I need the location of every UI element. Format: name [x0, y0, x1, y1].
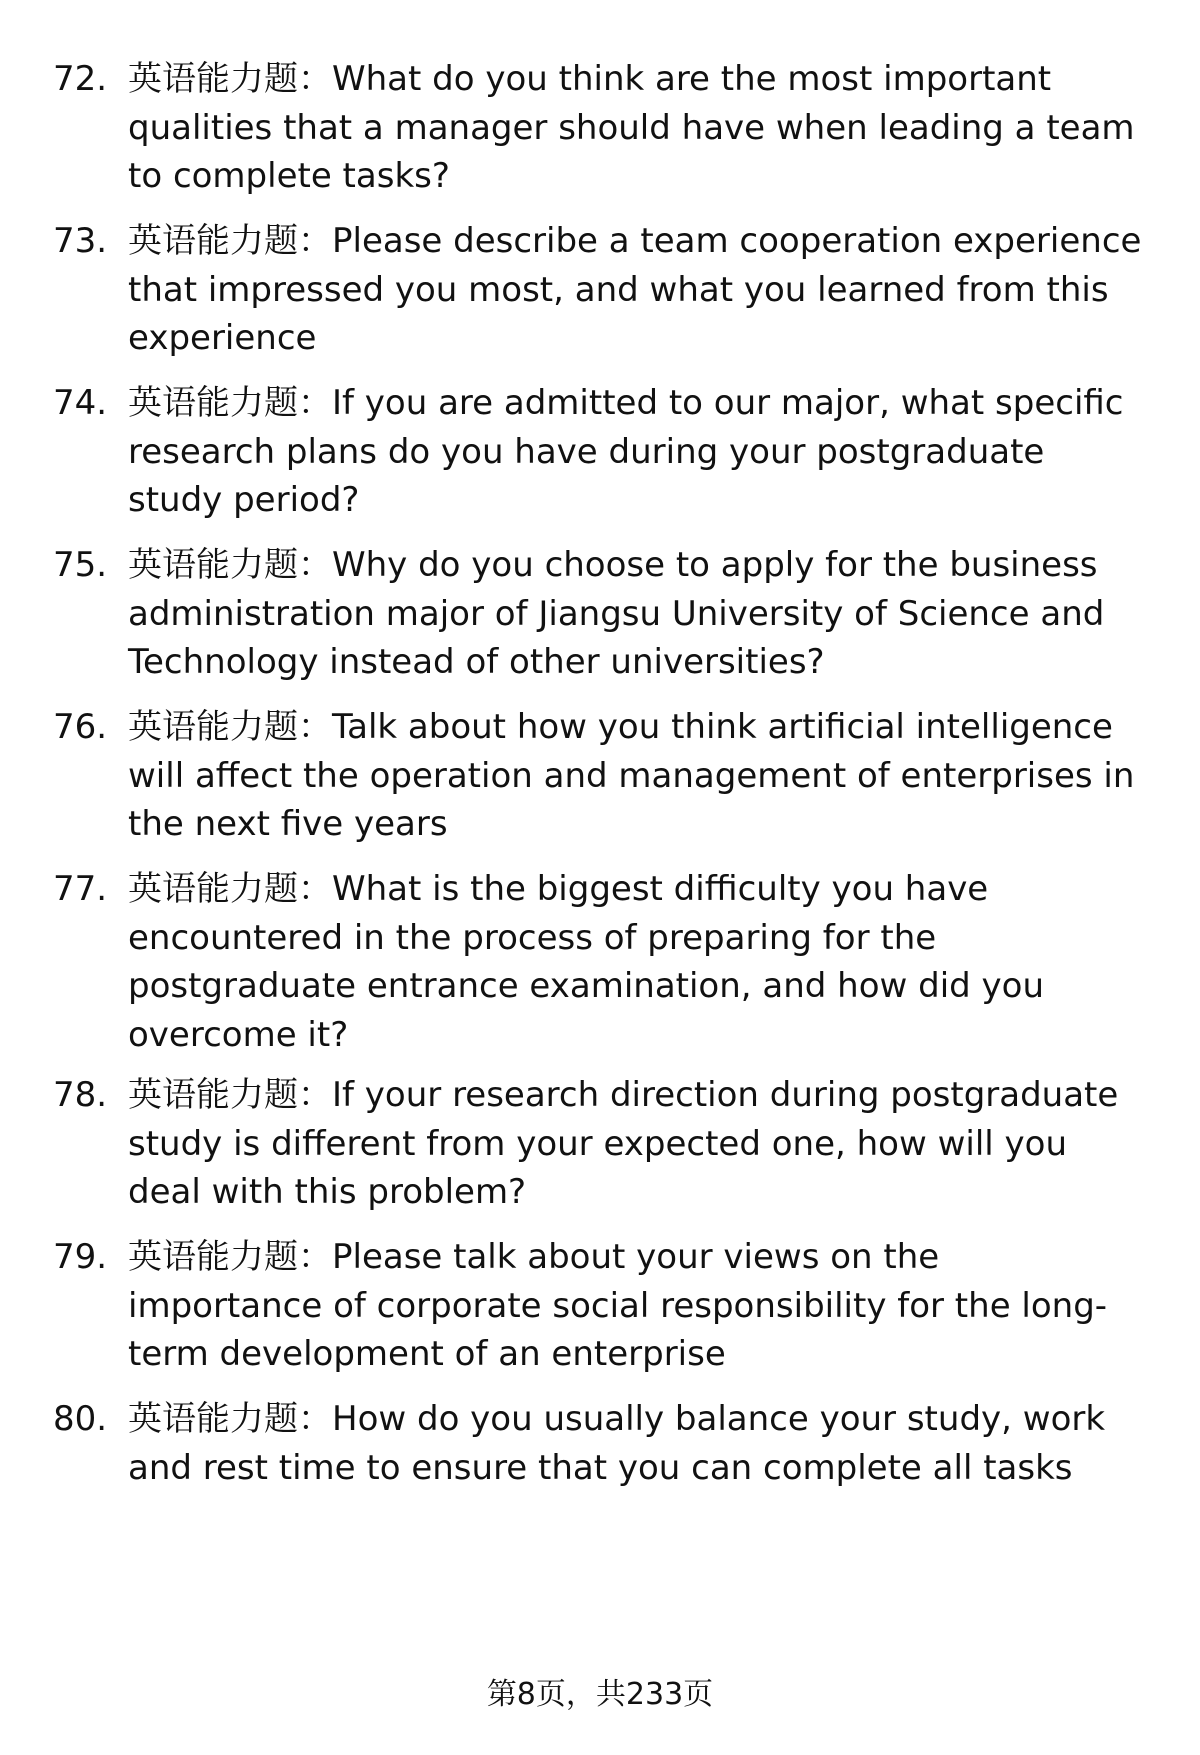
question-category-label: 英语能力题：: [128, 869, 332, 909]
question-category-label: 英语能力题：: [128, 1237, 332, 1277]
question-line-text: What is the biggest difficulty you have: [332, 869, 989, 909]
question-number: 75.: [53, 545, 108, 585]
question-line: importance of corporate social responsibility for the long-: [128, 1285, 1108, 1326]
question-text: [128, 541, 1168, 687]
question-text: [128, 1233, 1168, 1379]
question-number: 78.: [53, 1075, 108, 1115]
page-number-footer: 第8页，共233页: [486, 1677, 714, 1712]
question-line: research plans do you have during your postgraduate: [128, 431, 1045, 472]
question-text: [128, 865, 1168, 1059]
question-line: experience: [128, 318, 317, 358]
question-category-label: 英语能力题：: [128, 1399, 332, 1439]
question-number: 80.: [53, 1399, 108, 1439]
question-number: 77.: [53, 869, 108, 909]
question-category-label: 英语能力题：: [128, 545, 332, 585]
question-text: [128, 379, 1168, 525]
question-line: [128, 541, 1168, 590]
question-text: [128, 703, 1168, 849]
question-line: [128, 217, 1168, 266]
question-text: [128, 217, 1168, 363]
question-line: that impressed you most, and what you learned from this: [128, 269, 1109, 310]
question-line-text: Talk about how you think artificial intelligence: [332, 707, 1113, 747]
question-line: [128, 1071, 1168, 1120]
question-line-text: What do you think are the most important: [332, 59, 1052, 99]
question-number: 72.: [53, 59, 108, 99]
question-line: the next five years: [128, 804, 448, 844]
question-line-text: If you are admitted to our major, what specific: [332, 383, 1124, 423]
question-number: 73.: [53, 221, 108, 261]
question-line: administration major of Jiangsu University of Science and: [128, 593, 1105, 634]
question-category-label: 英语能力题：: [128, 1075, 332, 1115]
question-line: Technology instead of other universities?: [128, 642, 825, 682]
question-number: 79.: [53, 1237, 108, 1277]
question-text: [128, 1395, 1168, 1492]
question-category-label: 英语能力题：: [128, 383, 332, 423]
question-line-text: If your research direction during postgraduate: [332, 1075, 1119, 1115]
question-line: will affect the operation and management of enterprises in: [128, 755, 1135, 796]
question-line-text: Please talk about your views on the: [332, 1237, 940, 1277]
question-category-label: 英语能力题：: [128, 59, 332, 99]
question-line: [128, 379, 1168, 428]
question-line: study period?: [128, 480, 360, 520]
question-text: [128, 55, 1168, 201]
question-line: postgraduate entrance examination, and how did you: [128, 966, 1045, 1006]
question-line: term development of an enterprise: [128, 1334, 726, 1374]
question-number: 76.: [53, 707, 108, 747]
question-line: overcome it?: [128, 1014, 349, 1055]
question-text: [128, 1071, 1168, 1217]
question-line: [128, 865, 1168, 914]
question-line: to complete tasks?: [128, 156, 450, 196]
question-line: qualities that a manager should have when leading a team: [128, 107, 1135, 148]
question-category-label: 英语能力题：: [128, 707, 332, 747]
question-line: [128, 55, 1168, 104]
question-category-label: 英语能力题：: [128, 221, 332, 261]
question-line-text: How do you usually balance your study, work: [332, 1399, 1106, 1439]
question-number: 74.: [53, 383, 108, 423]
question-line: [128, 1395, 1168, 1444]
question-line: encountered in the process of preparing for the: [128, 917, 937, 958]
question-line-text: Why do you choose to apply for the business: [332, 545, 1098, 585]
question-line-text: Please describe a team cooperation experience: [332, 221, 1142, 261]
question-line: [128, 703, 1168, 752]
question-line: and rest time to ensure that you can complete all tasks: [128, 1447, 1073, 1488]
question-line: study is different from your expected one, how will you: [128, 1123, 1068, 1164]
question-line: [128, 1233, 1168, 1282]
question-line: deal with this problem?: [128, 1172, 527, 1212]
